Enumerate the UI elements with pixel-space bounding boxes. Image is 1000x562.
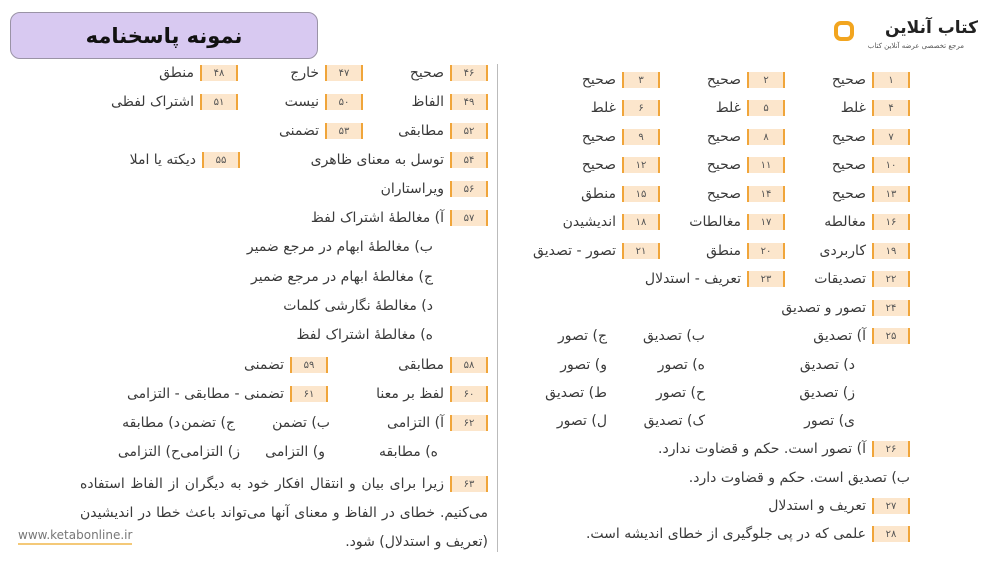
question-number: ۱۹	[872, 243, 910, 259]
question-number: ۵۴	[450, 152, 488, 168]
question-number: ۵۰	[325, 94, 363, 110]
answer-item	[379, 440, 438, 464]
answer-item	[819, 239, 910, 263]
answer-row	[490, 296, 910, 320]
answer-item	[582, 125, 660, 149]
answer-text: صحیح	[581, 129, 616, 145]
answer-text: غلط	[715, 100, 741, 116]
question-number: ۵۱	[200, 94, 238, 110]
website-watermark: www.ketabonline.ir	[18, 528, 132, 545]
answer-text: ز) تصدیق	[799, 385, 855, 401]
answer-item	[376, 382, 488, 406]
answer-row	[490, 182, 910, 206]
answer-item	[398, 119, 488, 143]
question-number: ۵	[747, 100, 785, 116]
answer-text: اشتراک لفظی	[111, 94, 194, 110]
question-number: ۲۰	[747, 243, 785, 259]
answer-item	[656, 381, 705, 405]
answer-item	[707, 68, 785, 92]
answer-row	[490, 153, 910, 177]
answer-text: منطق	[581, 186, 616, 202]
answer-item	[111, 90, 238, 114]
answer-row	[68, 294, 488, 318]
answer-text: و) تصور	[560, 357, 607, 373]
answer-text: کاربردی	[819, 243, 866, 259]
answer-text: مغالطه	[824, 214, 866, 230]
answer-text: صحیح	[831, 72, 866, 88]
answer-item	[130, 148, 240, 172]
answer-item	[643, 324, 705, 348]
answer-row	[490, 437, 910, 461]
question-number: ۲۶	[872, 441, 910, 457]
answer-text: ل) تصور	[556, 413, 607, 429]
answer-63	[80, 470, 488, 557]
answer-item	[813, 324, 910, 348]
answer-text: تضمنی - مطابقی - التزامی	[127, 386, 284, 402]
answer-item	[545, 381, 607, 405]
question-number: ۳	[622, 72, 660, 88]
question-number: ۵۷	[450, 210, 488, 226]
answer-item	[118, 440, 180, 464]
logo	[818, 18, 978, 58]
question-number: ۶۲	[450, 415, 488, 431]
answer-item	[122, 411, 180, 435]
question-number: ۴۶	[450, 65, 488, 81]
question-number: ۵۵	[202, 152, 240, 168]
answer-item	[824, 210, 910, 234]
question-number: ۲۴	[872, 300, 910, 316]
question-number: ۱۲	[622, 157, 660, 173]
question-number: ۵۹	[290, 357, 328, 373]
question-number: ۱	[872, 72, 910, 88]
question-number: ۱۷	[747, 214, 785, 230]
question-number: ۸	[747, 129, 785, 145]
answer-text: غلط	[590, 100, 616, 116]
answer-row	[68, 206, 488, 230]
answer-text: ک) تصدیق	[643, 413, 705, 429]
answer-item	[716, 96, 785, 120]
answer-text: خارج	[290, 65, 319, 81]
answer-text: د) مطابقه	[122, 415, 180, 431]
answer-item	[804, 409, 855, 433]
answer-item	[283, 294, 433, 318]
answer-item	[311, 206, 488, 230]
answer-row	[490, 210, 910, 234]
answer-item	[706, 239, 785, 263]
question-number: ۴۷	[325, 65, 363, 81]
question-number: ۲۱	[622, 243, 660, 259]
answer-text: تعریف - استدلال	[644, 271, 741, 287]
answer-text: تعریف و استدلال	[768, 498, 866, 514]
answer-text: ح) تصور	[656, 385, 705, 401]
answer-text: تصور و تصدیق	[781, 300, 866, 316]
answer-text: آ) التزامی	[387, 415, 444, 431]
answer-item	[658, 437, 910, 461]
question-number: ۶۱	[290, 386, 328, 402]
answer-text: تضمنی	[278, 123, 319, 139]
answer-text: صحیح	[831, 157, 866, 173]
question-number: ۲۵	[872, 328, 910, 344]
answer-item	[768, 494, 910, 518]
answer-row	[490, 68, 910, 92]
answer-text: صحیح	[581, 157, 616, 173]
answer-row	[68, 61, 488, 85]
answer-text: مغالطات	[689, 214, 741, 230]
answer-item	[410, 61, 488, 85]
answer-text: ب) تضمن	[272, 415, 330, 431]
answer-item	[586, 522, 910, 546]
question-number: ۱۱	[747, 157, 785, 173]
answer-item	[581, 182, 660, 206]
answer-item	[707, 153, 785, 177]
answer-item	[832, 125, 910, 149]
answer-text: ب) تصدیق	[642, 328, 705, 344]
answer-text: لفظ بر معنا	[376, 386, 444, 402]
answer-item	[127, 382, 328, 406]
question-number: ۵۲	[450, 123, 488, 139]
answer-item	[644, 409, 705, 433]
answer-item	[159, 61, 238, 85]
question-number: ۲	[747, 72, 785, 88]
answer-text: ج) تصور	[558, 328, 607, 344]
answer-text: ج) مغالطهٔ ابهام در مرجع ضمیر	[251, 269, 433, 285]
question-number: ۵۶	[450, 181, 488, 197]
answer-row	[490, 522, 910, 546]
answer-text: مطابقی	[398, 123, 444, 139]
answer-item	[290, 61, 363, 85]
answer-item	[582, 68, 660, 92]
answer-item	[799, 381, 855, 405]
answer-text: ه) تصور	[657, 357, 705, 373]
question-number: ۹	[622, 129, 660, 145]
answer-text: صحیح	[831, 129, 866, 145]
answer-text: مطابقی	[398, 357, 444, 373]
answer-row	[490, 353, 910, 377]
answer-text: ه) مغالطهٔ اشتراک لفظ	[296, 327, 433, 343]
answer-row	[68, 235, 488, 259]
answer-text: توسل به معنای ظاهری	[310, 152, 444, 168]
answer-item	[272, 411, 330, 435]
answer-text: آ) مغالطهٔ اشتراک لفظ	[310, 210, 444, 226]
answer-row	[68, 411, 488, 435]
question-number: ۴	[872, 100, 910, 116]
answer-text: اندیشیدن	[562, 214, 616, 230]
answer-item	[296, 323, 433, 347]
answer-text: ط) تصدیق	[545, 385, 607, 401]
answer-text: ب) تصدیق است. حکم و قضاوت دارد.	[688, 470, 910, 486]
answer-row	[68, 148, 488, 172]
answer-item	[591, 96, 660, 120]
question-number: ۱۸	[622, 214, 660, 230]
question-number: ۱۶	[872, 214, 910, 230]
question-number: ۷	[872, 129, 910, 145]
answer-row	[490, 267, 910, 291]
question-number: ۱۰	[872, 157, 910, 173]
answer-item	[412, 90, 488, 114]
answer-text: دیکته یا املا	[129, 152, 196, 168]
answer-item	[814, 267, 910, 291]
answer-item	[832, 153, 910, 177]
answer-item	[381, 177, 488, 201]
answer-item	[781, 296, 910, 320]
question-number: ۴۹	[450, 94, 488, 110]
answer-item	[247, 235, 433, 259]
answer-row	[68, 265, 488, 289]
answer-row	[490, 466, 910, 490]
answer-text: صحیح	[831, 186, 866, 202]
answer-item	[533, 239, 660, 263]
answer-row	[68, 440, 488, 464]
answer-item	[707, 125, 785, 149]
answer-text: صحیح	[409, 65, 444, 81]
answer-row	[490, 239, 910, 263]
question-number: ۶۰	[450, 386, 488, 402]
answer-text: صحیح	[706, 72, 741, 88]
answer-text: صحیح	[706, 186, 741, 202]
answer-text: آ) تصور است. حکم و قضاوت ندارد.	[658, 441, 866, 457]
answer-item	[645, 267, 785, 291]
answer-text: صحیح	[581, 72, 616, 88]
question-number: ۲۳	[747, 271, 785, 287]
answer-text: تصور - تصدیق	[533, 243, 616, 259]
answer-item	[689, 210, 785, 234]
answer-text: صحیح	[706, 157, 741, 173]
answer-row	[490, 381, 910, 405]
answer-item	[707, 182, 785, 206]
answer-row	[68, 353, 488, 377]
answer-item	[832, 182, 910, 206]
question-number: ۲۸	[872, 526, 910, 542]
answer-text: ویراستاران	[380, 181, 444, 197]
question-number: ۲۷	[872, 498, 910, 514]
answer-item	[251, 265, 433, 289]
answer-item	[279, 119, 363, 143]
page-title: نمونه پاسخنامه	[10, 12, 318, 59]
answer-text: ج) تضمن	[181, 415, 235, 431]
answer-item	[563, 210, 660, 234]
answer-text: منطق	[159, 65, 194, 81]
answer-text: علمی که در پی جلوگیری از خطای اندیشه است.	[585, 526, 866, 542]
answer-item	[558, 324, 607, 348]
answer-text: و) التزامی	[265, 444, 325, 460]
answer-row	[490, 96, 910, 120]
answer-text: تصدیقات	[814, 271, 866, 287]
answer-row	[68, 119, 488, 143]
logo-icon	[834, 21, 854, 41]
answer-item	[285, 90, 363, 114]
answer-text: ی) تصور	[804, 413, 855, 429]
answer-text: آ) تصدیق	[813, 328, 866, 344]
answer-text: غلط	[840, 100, 866, 116]
answer-row	[490, 324, 910, 348]
answer-item	[832, 68, 910, 92]
question-number: ۱۵	[622, 186, 660, 202]
answer-row	[68, 177, 488, 201]
answer-row	[68, 90, 488, 114]
answer-row	[490, 125, 910, 149]
answer-text: منطق	[706, 243, 741, 259]
answer-text: الفاظ	[411, 94, 444, 110]
answer-item	[557, 409, 607, 433]
answer-item	[582, 153, 660, 177]
answer-item	[387, 411, 488, 435]
logo-name: کتاب آنلاین	[884, 18, 978, 38]
answer-row	[68, 323, 488, 347]
answer-item	[181, 411, 235, 435]
answer-item	[398, 353, 488, 377]
question-number: ۲۲	[872, 271, 910, 287]
logo-tagline: مرجع تخصصی عرضه آنلاین کتاب	[867, 42, 964, 50]
question-number: ۵۳	[325, 123, 363, 139]
question-number: ۱۳	[872, 186, 910, 202]
answer-text: ز) التزامی	[180, 444, 240, 460]
question-number: ۶۳	[450, 476, 488, 492]
question-number: ۴۸	[200, 65, 238, 81]
answer-text: نیست	[284, 94, 319, 110]
answer-row	[68, 382, 488, 406]
answer-text: زیرا برای بیان و انتقال افکار خود به دیگران از الفاظ استفاده می‌کنیم. خطای در الفاظ و معنای آنها می‌تواند باعث خطا در اندیشیدن (تعریف و استدلال) شود.	[80, 476, 488, 550]
answer-text: تضمنی	[243, 357, 284, 373]
answer-text: ح) التزامی	[117, 444, 180, 460]
answer-text: د) مغالطهٔ نگارشی کلمات	[283, 298, 433, 314]
answer-item	[311, 148, 488, 172]
answer-item	[265, 440, 325, 464]
answer-item	[800, 353, 855, 377]
answer-item	[841, 96, 910, 120]
answer-text: ه) مطابقه	[379, 444, 438, 460]
answer-item	[560, 353, 607, 377]
question-number: ۶	[622, 100, 660, 116]
question-number: ۱۴	[747, 186, 785, 202]
answer-row	[490, 409, 910, 433]
answer-item	[689, 466, 910, 490]
answer-item	[658, 353, 705, 377]
answer-item	[180, 440, 240, 464]
answer-text: د) تصدیق	[799, 357, 855, 373]
answer-text: صحیح	[706, 129, 741, 145]
answer-text: ب) مغالطهٔ ابهام در مرجع ضمیر	[246, 239, 433, 255]
answer-item	[244, 353, 328, 377]
question-number: ۵۸	[450, 357, 488, 373]
answer-row	[490, 494, 910, 518]
